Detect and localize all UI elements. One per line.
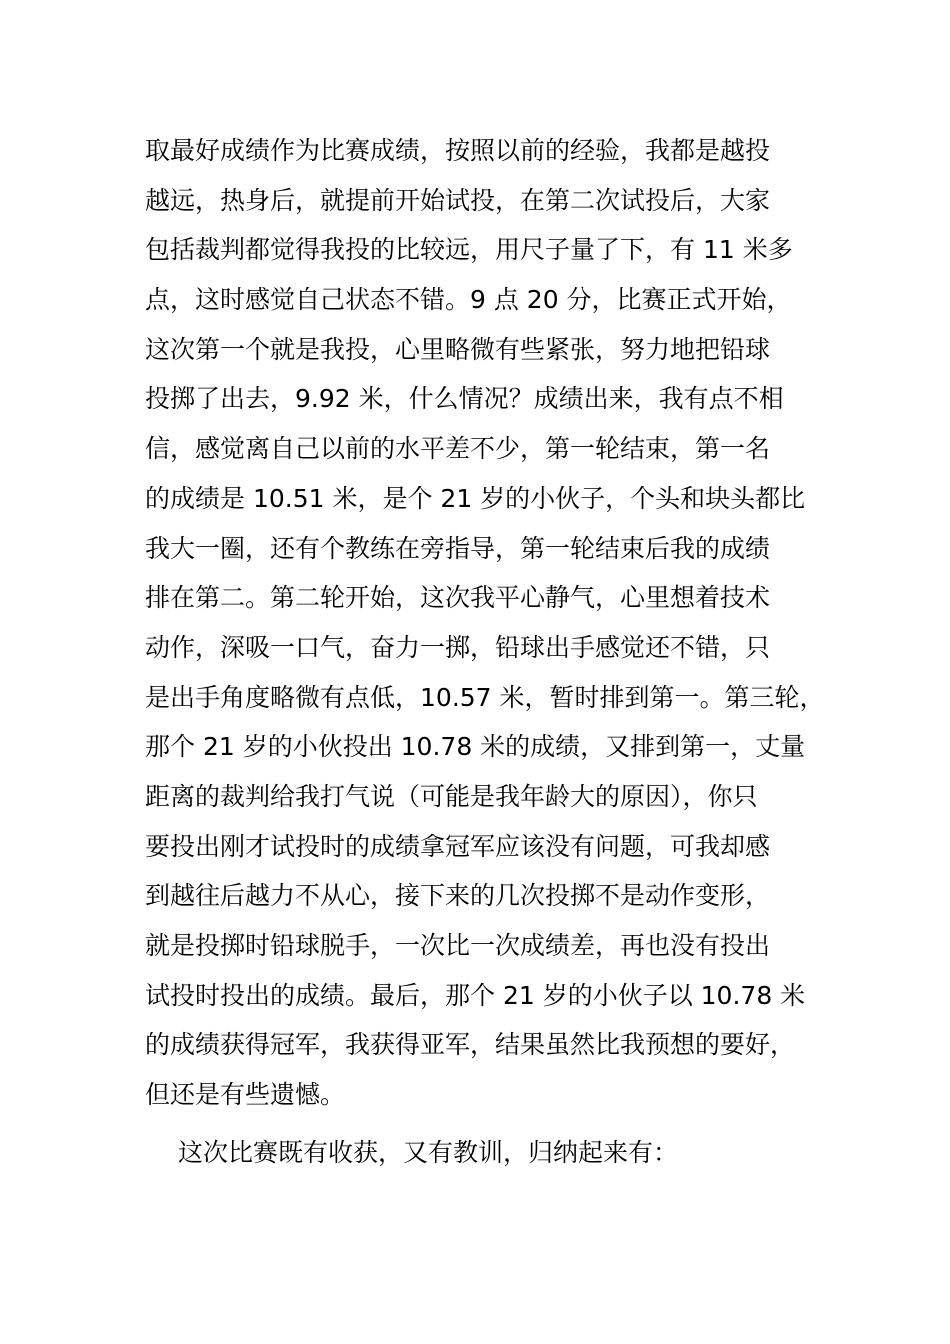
text-line: 包括裁判都觉得我投的比较远，用尺子量了下，有 11 米多 [145,235,793,265]
text-line: 排在第二。第二轮开始，这次我平心静气，心里想着技术 [145,583,771,613]
text-line: 投掷了出去，9.92 米，什么情况？成绩出来，我有点不相 [145,384,784,414]
text-line: 试投时投出的成绩。最后，那个 21 岁的小伙子以 10.78 米 [145,980,806,1010]
text-line: 距离的裁判给我打气说（可能是我年龄大的原因），你只 [145,781,758,811]
text-line: 的成绩是 10.51 米，是个 21 岁的小伙子，个头和块头都比 [145,483,806,513]
text-line: 是出手角度略微有点低，10.57 米，暂时排到第一。第三轮， [145,682,825,712]
text-line: 的成绩获得冠军，我获得亚军，结果虽然比我预想的要好， [145,1030,796,1060]
text-line: 就是投掷时铅球脱手，一次比一次成绩差，再也没有投出 [145,931,771,960]
text-line: 点，这时感觉自己状态不错。9 点 20 分，比赛正式开始， [145,285,792,315]
text-line: 到越往后越力不从心，接下来的几次投掷不是动作变形， [145,881,771,911]
text-line: 要投出刚才试投时的成绩拿冠军应该没有问题，可我却感 [145,831,771,861]
text-line: 这次第一个就是我投，心里略微有些紧张，努力地把铅球 [145,334,771,364]
text-line: 动作，深吸一口气，奋力一掷，铅球出手感觉还不错，只 [145,632,771,662]
text-line: 信，感觉离自己以前的水平差不少，第一轮结束，第一名 [145,434,771,464]
text-line: 但还是有些遗憾。 [145,1080,346,1110]
paragraph-2: 这次比赛既有收获，又有教训，归纳起来有： [178,1138,679,1167]
paragraph-1 [145,126,825,1120]
text-line: 取最好成绩作为比赛成绩，按照以前的经验，我都是越投 [145,136,771,165]
text-line: 我大一圈，还有个教练在旁指导，第一轮结束后我的成绩 [145,533,771,563]
text-line: 越远，热身后，就提前开始试投，在第二次试投后，大家 [145,185,771,215]
text-line: 那个 21 岁的小伙投出 10.78 米的成绩，又排到第一，丈量 [145,732,806,762]
